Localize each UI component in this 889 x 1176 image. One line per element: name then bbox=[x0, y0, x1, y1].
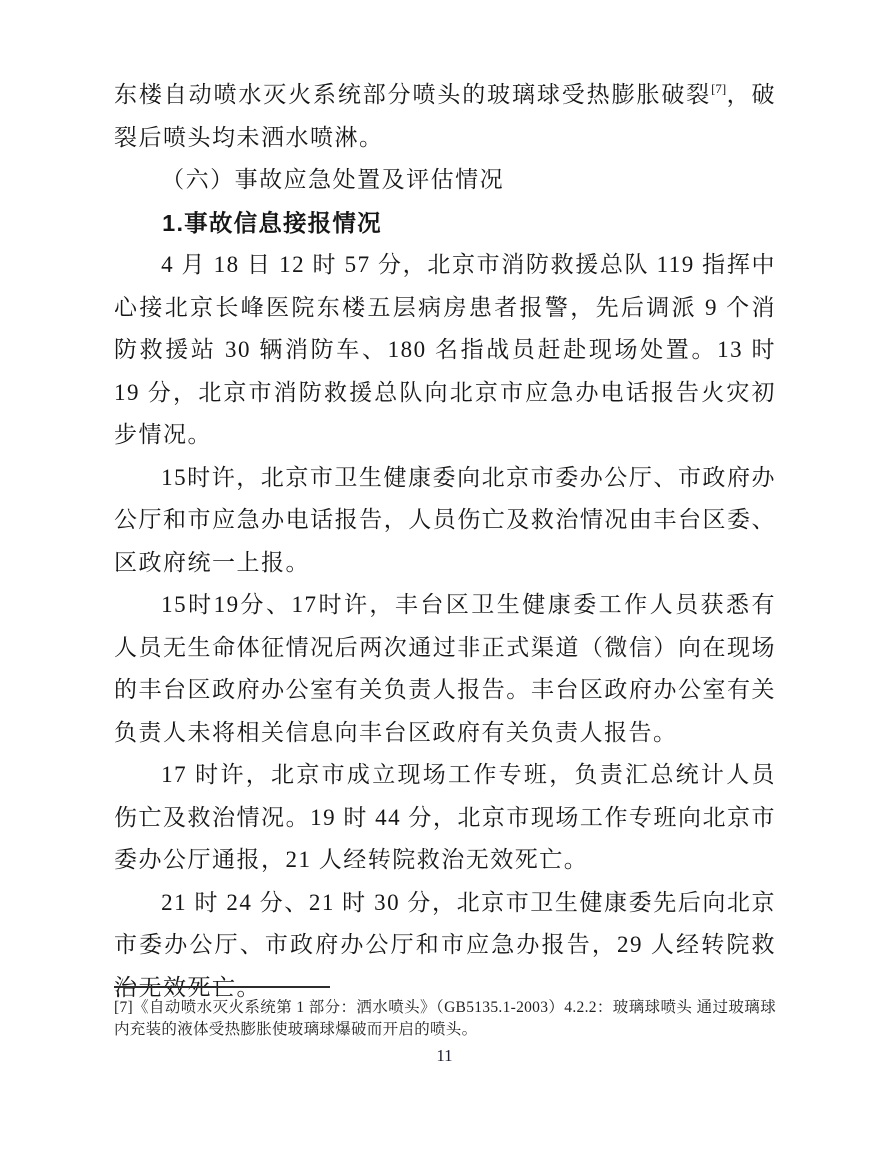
body-paragraph: 4 月 18 日 12 时 57 分，北京市消防救援总队 119 指挥中心接北京长峰医院东楼五层病房患者报警，先后调派 9 个消防救援站 30 辆消防车、180 名指战员赶赴现场处置。13 时 19 分，北京市消防救援总队向北京市应急办电话报告火灾初步情况。 bbox=[114, 252, 777, 447]
footnote-separator-rule bbox=[114, 986, 330, 988]
continuation-text-after: ，破裂后喷头均未洒水喷淋。 bbox=[114, 82, 777, 150]
footnote-text: [7]《自动喷水灭火系统第 1 部分：洒水喷头》（GB5135.1-2003）4.2.2：玻璃球喷头 通过玻璃球内充装的液体受热膨胀使玻璃球爆破而开启的喷头。 bbox=[114, 999, 776, 1038]
continuation-paragraph bbox=[114, 74, 776, 159]
page-number: 11 bbox=[436, 1046, 453, 1065]
subsection-heading: 1.事故信息接报情况 bbox=[162, 209, 382, 236]
body-paragraph: 15时19分、17时许，丰台区卫生健康委工作人员获悉有人员无生命体征情况后两次通过非正式渠道（微信）向在现场的丰台区政府办公室有关负责人报告。丰台区政府办公室有关负责人未将相关信息向丰台区政府有关负责人报告。 bbox=[114, 592, 776, 745]
footnote-reference-superscript: [7] bbox=[711, 81, 727, 96]
body-paragraph: 17 时许，北京市成立现场工作专班，负责汇总统计人员伤亡及救治情况。19 时 44 分，北京市现场工作专班向北京市委办公厅通报，21 人经转院救治无效死亡。 bbox=[114, 762, 776, 872]
page-body bbox=[114, 74, 776, 1009]
body-paragraph: 15时许，北京市卫生健康委向北京市委办公厅、市政府办公厅和市应急办电话报告，人员伤亡及救治情况由丰台区委、区政府统一上报。 bbox=[114, 464, 776, 575]
section-heading: （六）事故应急处置及评估情况 bbox=[161, 167, 505, 192]
body-paragraph: 21 时 24 分、21 时 30 分，北京市卫生健康委先后向北京市委办公厅、市政府办公厅和市应急办报告，29 人经转院救治无效死亡。 bbox=[114, 889, 776, 1000]
footnote-section bbox=[114, 986, 776, 1040]
continuation-text-before: 东楼自动喷水灭火系统部分喷头的玻璃球受热膨胀破裂 bbox=[114, 82, 712, 107]
